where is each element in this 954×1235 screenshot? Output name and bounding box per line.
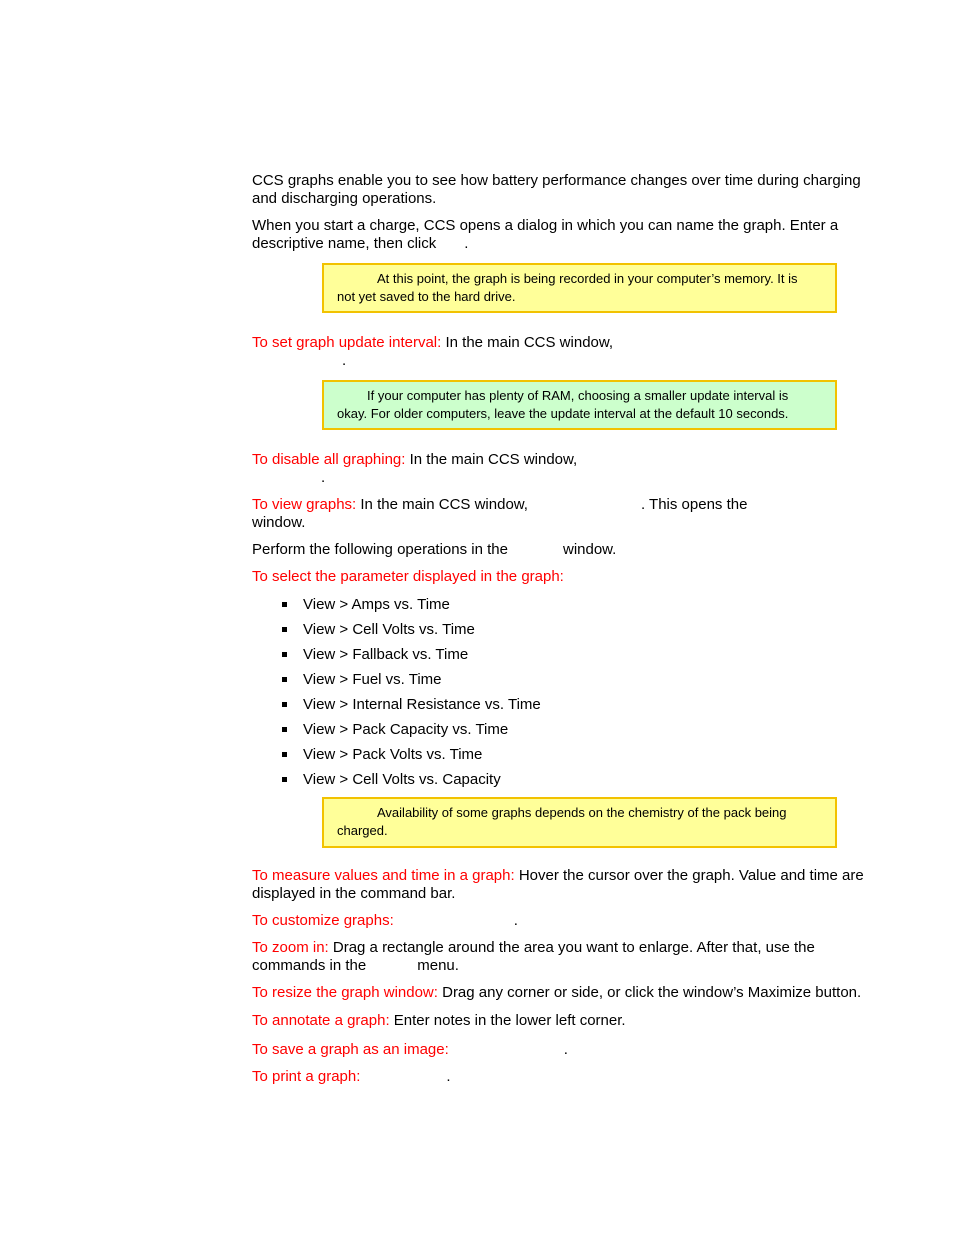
view-graphs-heading: To view graphs: (252, 496, 357, 513)
intro-paragraph-1: CCS graphs enable you to see how battery performance changes over time during charging and discharging operations. (252, 172, 861, 207)
list-item (252, 696, 867, 721)
note-box-availability (322, 797, 837, 848)
bullet-icon (282, 752, 287, 757)
zoom-paragraph (252, 939, 867, 975)
resize-text: Drag any corner or side, or click the window’s Maximize button. (442, 984, 862, 1001)
list-item-text: View > Cell Volts vs. Capacity (303, 771, 501, 788)
note-box-memory-text: At this point, the graph is being recorded in your computer’s memory. It is not yet saved to the hard drive. (337, 271, 798, 304)
list-item (252, 596, 867, 621)
view-graphs-text-2: . This opens the (640, 496, 748, 513)
list-item-text: View > Amps vs. Time (303, 596, 450, 613)
list-item (252, 646, 867, 671)
list-item-text: View > Internal Resistance vs. Time (303, 696, 541, 713)
disable-graphing-end: . (321, 469, 326, 486)
tip-box-ram-text: If your computer has plenty of RAM, choosing a smaller update interval is okay. For older computers, leave the update interval at the default 10 seconds. (337, 388, 789, 421)
list-item-text: View > Cell Volts vs. Time (303, 621, 475, 638)
bullet-icon (282, 652, 287, 657)
intro-paragraph-2-text: When you start a charge, CCS opens a dialog in which you can name the graph. Enter a descriptive name, then click (252, 217, 839, 252)
view-graphs-paragraph (252, 496, 867, 532)
disable-graphing-paragraph (252, 451, 867, 487)
intro-paragraph-2-end: . (464, 235, 469, 252)
list-item-text: View > Fallback vs. Time (303, 646, 469, 663)
print-heading: To print a graph: (252, 1068, 361, 1085)
zoom-text: Drag a rectangle around the area you want to enlarge. After that, use the commands in the (252, 939, 815, 974)
bullet-icon (282, 602, 287, 607)
tip-box-ram (322, 380, 837, 430)
print-paragraph (252, 1068, 867, 1086)
list-item (252, 621, 867, 646)
disable-graphing-heading: To disable all graphing: (252, 451, 406, 468)
customize-paragraph (252, 912, 867, 930)
update-interval-paragraph (252, 334, 867, 370)
update-interval-heading: To set graph update interval: (252, 334, 442, 351)
measure-paragraph (252, 867, 867, 903)
list-item (252, 721, 867, 746)
intro-paragraph-2 (252, 217, 867, 253)
zoom-heading: To zoom in: (252, 939, 329, 956)
list-item-text: View > Fuel vs. Time (303, 671, 442, 688)
zoom-text-end: menu. (417, 957, 459, 974)
measure-heading: To measure values and time in a graph: (252, 867, 515, 884)
view-graphs-text-3: window. (252, 514, 306, 531)
annotate-heading: To annotate a graph: (252, 1012, 390, 1029)
save-paragraph (252, 1041, 867, 1059)
disable-graphing-text: In the main CCS window, (409, 451, 578, 468)
document-page (252, 172, 867, 1086)
list-item-text: View > Pack Volts vs. Time (303, 746, 483, 763)
select-parameter-heading: To select the parameter displayed in the graph: (252, 568, 564, 585)
annotate-text: Enter notes in the lower left corner. (393, 1012, 626, 1029)
save-heading: To save a graph as an image: (252, 1041, 449, 1058)
annotate-paragraph (252, 1012, 867, 1030)
measure-text: Hover the cursor over the graph. Value and time are displayed in the command bar. (252, 867, 864, 902)
perform-text-end: window. (562, 541, 617, 558)
print-end: . (446, 1068, 451, 1085)
bullet-icon (282, 727, 287, 732)
resize-heading: To resize the graph window: (252, 984, 438, 1001)
note-box-memory (322, 263, 837, 313)
list-item-text: View > Pack Capacity vs. Time (303, 721, 509, 738)
perform-paragraph (252, 541, 867, 559)
view-graphs-text: In the main CCS window, (360, 496, 528, 513)
bullet-icon (282, 777, 287, 782)
note-box-availability-text: Availability of some graphs depends on the chemistry of the pack being charged. (337, 805, 787, 838)
save-end: . (563, 1041, 568, 1058)
bullet-icon (282, 627, 287, 632)
customize-end: . (513, 912, 518, 929)
bullet-icon (282, 677, 287, 682)
list-item (252, 671, 867, 696)
resize-paragraph (252, 984, 867, 1002)
customize-heading: To customize graphs: (252, 912, 394, 929)
perform-text: Perform the following operations in the (252, 541, 508, 558)
update-interval-end: . (342, 352, 347, 369)
list-item (252, 746, 867, 771)
update-interval-text: In the main CCS window, (445, 334, 614, 351)
bullet-icon (282, 702, 287, 707)
list-item (252, 771, 867, 789)
view-menu-list (252, 596, 867, 789)
